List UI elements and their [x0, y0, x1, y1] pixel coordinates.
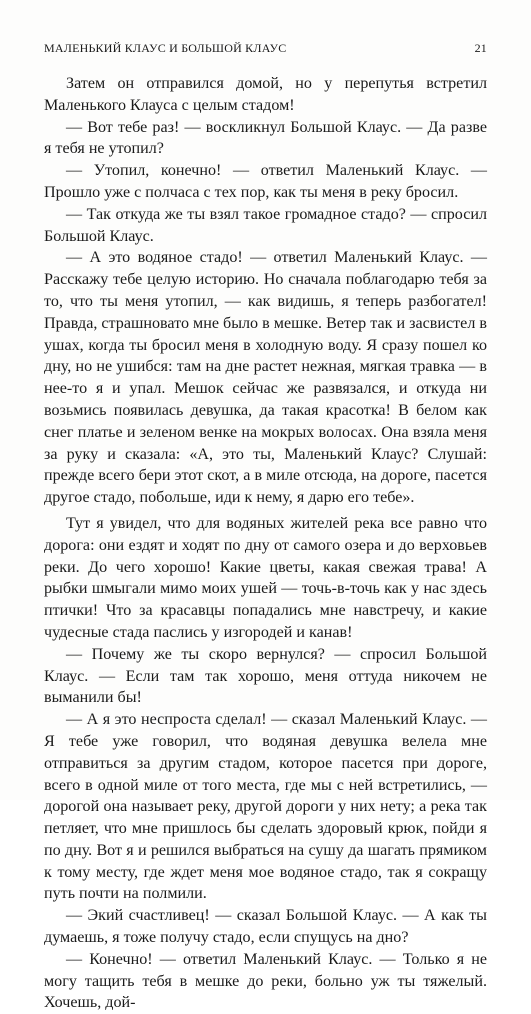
running-header [44, 41, 487, 57]
chapter-title: МАЛЕНЬКИЙ КЛАУС И БОЛЬШОЙ КЛАУС [44, 41, 287, 55]
paragraph: — А я это неспроста сделал! — сказал Маленький Клаус. — Я тебе уже говорил, что водяная девушка велела мне отправиться за другим стадом, которое пасется при дороге, всего в одной миле от того места, где мы с ней встретились, — дорогой она называет реку, другой дороги у них нету; а река так петляет, что мне пришлось бы сделать здоровый крюк, пойди я по дну. Вот я и решился выбраться на сушу да шагать прямиком к тому месту, где ждет меня мое водяное стадо, так я сокращу путь почти на полмили. [44, 711, 487, 903]
page-number: 21 [474, 41, 487, 55]
paragraph: — Так откуда же ты взял такое громадное стадо? — спросил Большой Клаус. [44, 205, 487, 245]
paragraph: — Утопил, конечно! — ответил Маленький Клаус. — Прошло уже с полчаса с тех пор, как ты меня в реку бросил. [44, 162, 487, 201]
paragraph: — Почему же ты скоро вернулся? — спросил Большой Клаус. — Если там так хорошо, меня оттуда никочем не выманили бы! [44, 645, 487, 707]
paragraph: — Экий счастливец! — сказал Большой Клаус. — А как ты думаешь, я тоже получу стадо, если спущусь на дно? [44, 907, 487, 947]
page-body [44, 73, 487, 1014]
paragraph: Тут я увидел, что для водяных жителей река все равно что дорога: они ездят и ходят по дну от самого озера и до верховьев реки. До чего хорошо! Какие цветы, какая свежая трава! А рыбки шмыгали мимо моих ушей — точь-в-точь как у нас здесь птички! Что за красавцы попадались мне навстречу, и какие чудесные стада паслись у изгородей и канав! [44, 514, 487, 641]
paragraph: — А это водяное стадо! — ответил Маленький Клаус. — Расскажу тебе целую историю. Но сначала поблагодарю тебя за то, что ты меня утопил, — как видишь, я теперь разбогател! Правда, страшновато мне было в мешке. Ветер так и засвистел в ушах, когда ты бросил меня в холодную воду. Я сразу пошел ко дну, но не ушибся: там на дне растет нежная, мягкая травка — в нее-то я и упал. Мешок сейчас же развязался, и откуда ни возьмись появилась девушка, да такая красотка! В белом как снег платье и зеленом венке на мокрых волосах. Она взяла меня за руку и сказала: «А, это ты, Маленький Клаус? Слушай: прежде всего бери этот скот, а в миле отсюда, на дороге, пасется другое стадо, побольше, иди к нему, я дарю его тебе». [44, 249, 487, 507]
paragraph: — Вот тебе раз! — воскликнул Большой Клаус. — Да разве я тебя не утопил? [44, 118, 487, 158]
paragraph: Затем он отправился домой, но у перепутья встретил Маленького Клауса с целым стадом! [44, 75, 487, 114]
paragraph: — Конечно! — ответил Маленький Клаус. — Только я не могу тащить тебя в мешке до реки, больно уж ты тяжелый. Хочешь, дой- [44, 950, 487, 1012]
